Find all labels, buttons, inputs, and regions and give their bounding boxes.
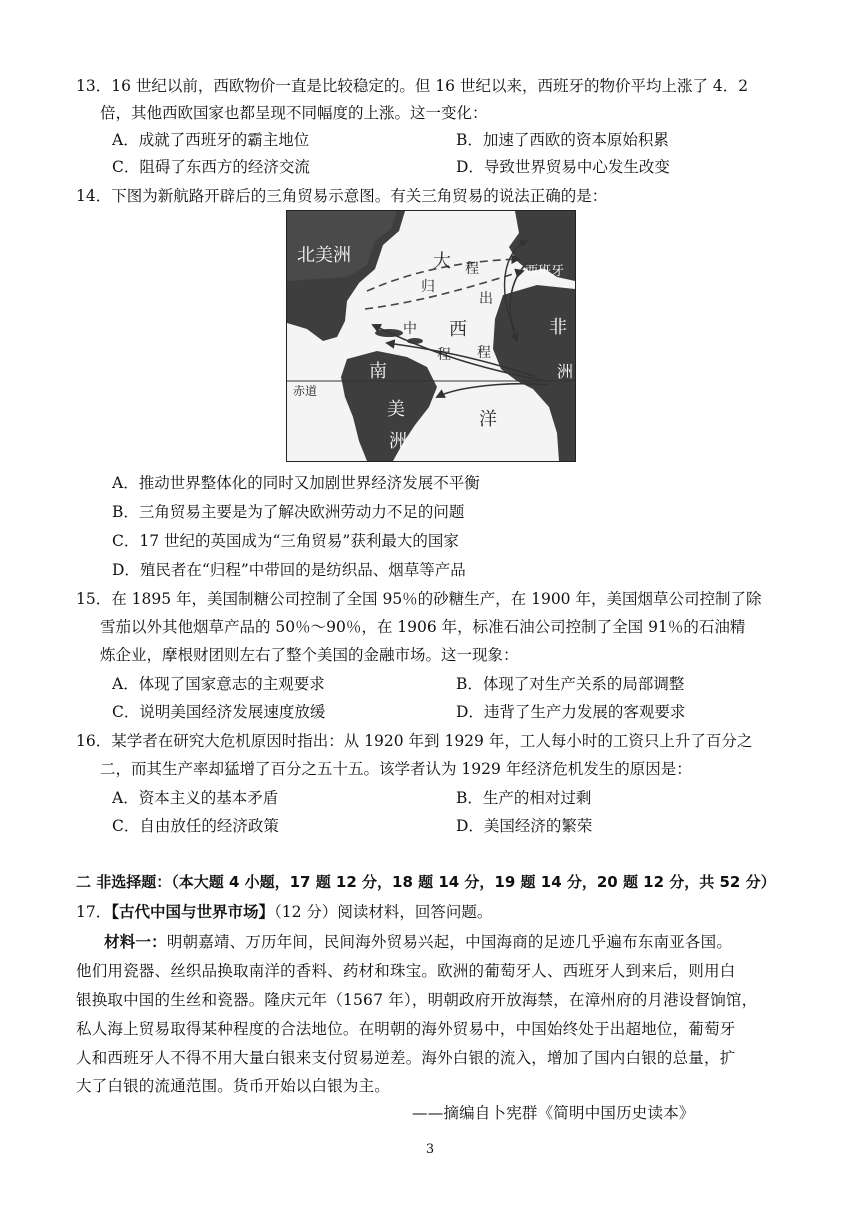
q13-option-a: A．成就了西班牙的霸主地位 bbox=[112, 131, 310, 149]
q13-option-c: C．阻碍了东西方的经济交流 bbox=[112, 158, 310, 176]
material-1-label: 材料一： bbox=[104, 932, 167, 951]
q17-instruction: （12 分）阅读材料，回答问题。 bbox=[274, 903, 493, 921]
section-2-heading: 二 非选择题：（本大题 4 小题，17 题 12 分，18 题 14 分，19 题 14 分，20 题 12 分，共 52 分） bbox=[76, 873, 776, 891]
triangle-trade-map-figure bbox=[287, 211, 575, 461]
q15-stem-line2: 雪茄以外其他烟草产品的 50％～90％，在 1906 年，标准石油公司控制了全国 91％的石油精 bbox=[100, 618, 746, 636]
q15-option-a: A．体现了国家意志的主观要求 bbox=[112, 675, 325, 693]
q15-stem-line1: 15．在 1895 年，美国制糖公司控制了全国 95％的砂糖生产，在 1900 年，美国烟草公司控制了除 bbox=[76, 590, 762, 608]
q15-option-b: B．体现了对生产关系的局部调整 bbox=[456, 675, 685, 693]
q15-option-c: C．说明美国经济发展速度放缓 bbox=[112, 703, 326, 721]
material-1-line5: 人和西班牙人不得不用大量白银来支付贸易逆差。海外白银的流入，增加了国内白银的总量，扩 bbox=[76, 1049, 736, 1067]
label-south-zhou: 洲 bbox=[389, 431, 407, 452]
q13-option-b: B．加速了西欧的资本原始积累 bbox=[456, 131, 669, 149]
label-cheng-2: 程 bbox=[437, 347, 451, 363]
q14-option-d: D．殖民者在“归程”中带回的是纺织品、烟草等产品 bbox=[112, 561, 466, 579]
q13-option-d: D．导致世界贸易中心发生改变 bbox=[456, 158, 670, 176]
q16-stem-line1: 16．某学者在研究大危机原因时指出：从 1920 年到 1929 年，工人每小时的工资只上升了百分之 bbox=[76, 732, 753, 750]
label-north-america: 北美洲 bbox=[297, 245, 351, 266]
material-1-line3: 银换取中国的生丝和瓷器。隆庆元年（1567 年），明朝政府开放海禁，在漳州府的月港设督饷馆， bbox=[76, 991, 758, 1009]
label-south-mei: 美 bbox=[387, 399, 405, 420]
q16-stem-line2: 二，而其生产率却猛增了百分之五十五。该学者认为 1929 年经济危机发生的原因是： bbox=[100, 760, 692, 778]
q16-option-b: B．生产的相对过剩 bbox=[456, 789, 592, 807]
material-1-line4: 私人海上贸易取得某种程度的合法地位。在明朝的海外贸易中，中国始终处于出超地位，葡萄牙 bbox=[76, 1020, 736, 1038]
q17-number: 17． bbox=[76, 903, 112, 921]
label-da: 大 bbox=[433, 251, 451, 272]
q13-stem-line2: 倍，其他西欧国家也都呈现不同幅度的上涨。这一变化： bbox=[100, 104, 488, 122]
label-africa-fei: 非 bbox=[549, 317, 567, 338]
label-xi: 西 bbox=[449, 319, 467, 340]
material-1-text-1: 明朝嘉靖、万历年间，民间海外贸易兴起，中国海商的足迹几乎遍布东南亚各国。 bbox=[166, 933, 733, 951]
q17-heading bbox=[76, 902, 492, 922]
material-1-line6: 大了白银的流通范围。货币开始以白银为主。 bbox=[76, 1077, 391, 1095]
q16-option-a: A．资本主义的基本矛盾 bbox=[112, 789, 279, 807]
label-africa-zhou: 洲 bbox=[557, 362, 574, 381]
material-1-line2: 他们用瓷器、丝织品换取南洋的香料、药材和珠宝。欧洲的葡萄牙人、西班牙人到来后，则用白 bbox=[76, 962, 736, 980]
page-number: 3 bbox=[425, 1142, 435, 1157]
label-equator: 赤道 bbox=[293, 384, 318, 398]
q16-option-c: C．自由放任的经济政策 bbox=[112, 817, 279, 835]
label-cheng-3: 程 bbox=[477, 345, 491, 361]
q14-option-a: A．推动世界整体化的同时又加剧世界经济发展不平衡 bbox=[112, 474, 480, 492]
label-spain: 西班牙 bbox=[525, 264, 565, 279]
q13-stem-line1: 13．16 世纪以前，西欧物价一直是比较稳定的。但 16 世纪以来，西班牙的物价平均上涨了 4．2 bbox=[76, 77, 749, 95]
label-gui: 归 bbox=[421, 279, 435, 295]
triangle-trade-map bbox=[286, 210, 576, 462]
q14-stem-line1: 14．下图为新航路开辟后的三角贸易示意图。有关三角贸易的说法正确的是： bbox=[76, 187, 608, 205]
q15-stem-line3: 炼企业，摩根财团则左右了整个美国的金融市场。这一现象： bbox=[100, 646, 519, 664]
label-chu: 出 bbox=[479, 291, 493, 307]
q15-option-d: D．违背了生产力发展的客观要求 bbox=[456, 703, 686, 721]
label-yang: 洋 bbox=[479, 409, 497, 430]
material-1-source: ——摘编自卜宪群《简明中国历史读本》 bbox=[412, 1104, 695, 1122]
label-cheng-1: 程 bbox=[465, 261, 479, 277]
q17-topic-tag: 【古代中国与世界市场】 bbox=[111, 903, 274, 921]
q16-option-d: D．美国经济的繁荣 bbox=[456, 817, 593, 835]
material-1-line1 bbox=[104, 932, 732, 952]
q14-option-b: B．三角贸易主要是为了解决欧洲劳动力不足的问题 bbox=[112, 503, 465, 521]
label-zhong: 中 bbox=[403, 321, 417, 337]
q14-option-c: C．17 世纪的英国成为“三角贸易”获利最大的国家 bbox=[112, 532, 459, 550]
label-south-nan: 南 bbox=[369, 361, 387, 382]
